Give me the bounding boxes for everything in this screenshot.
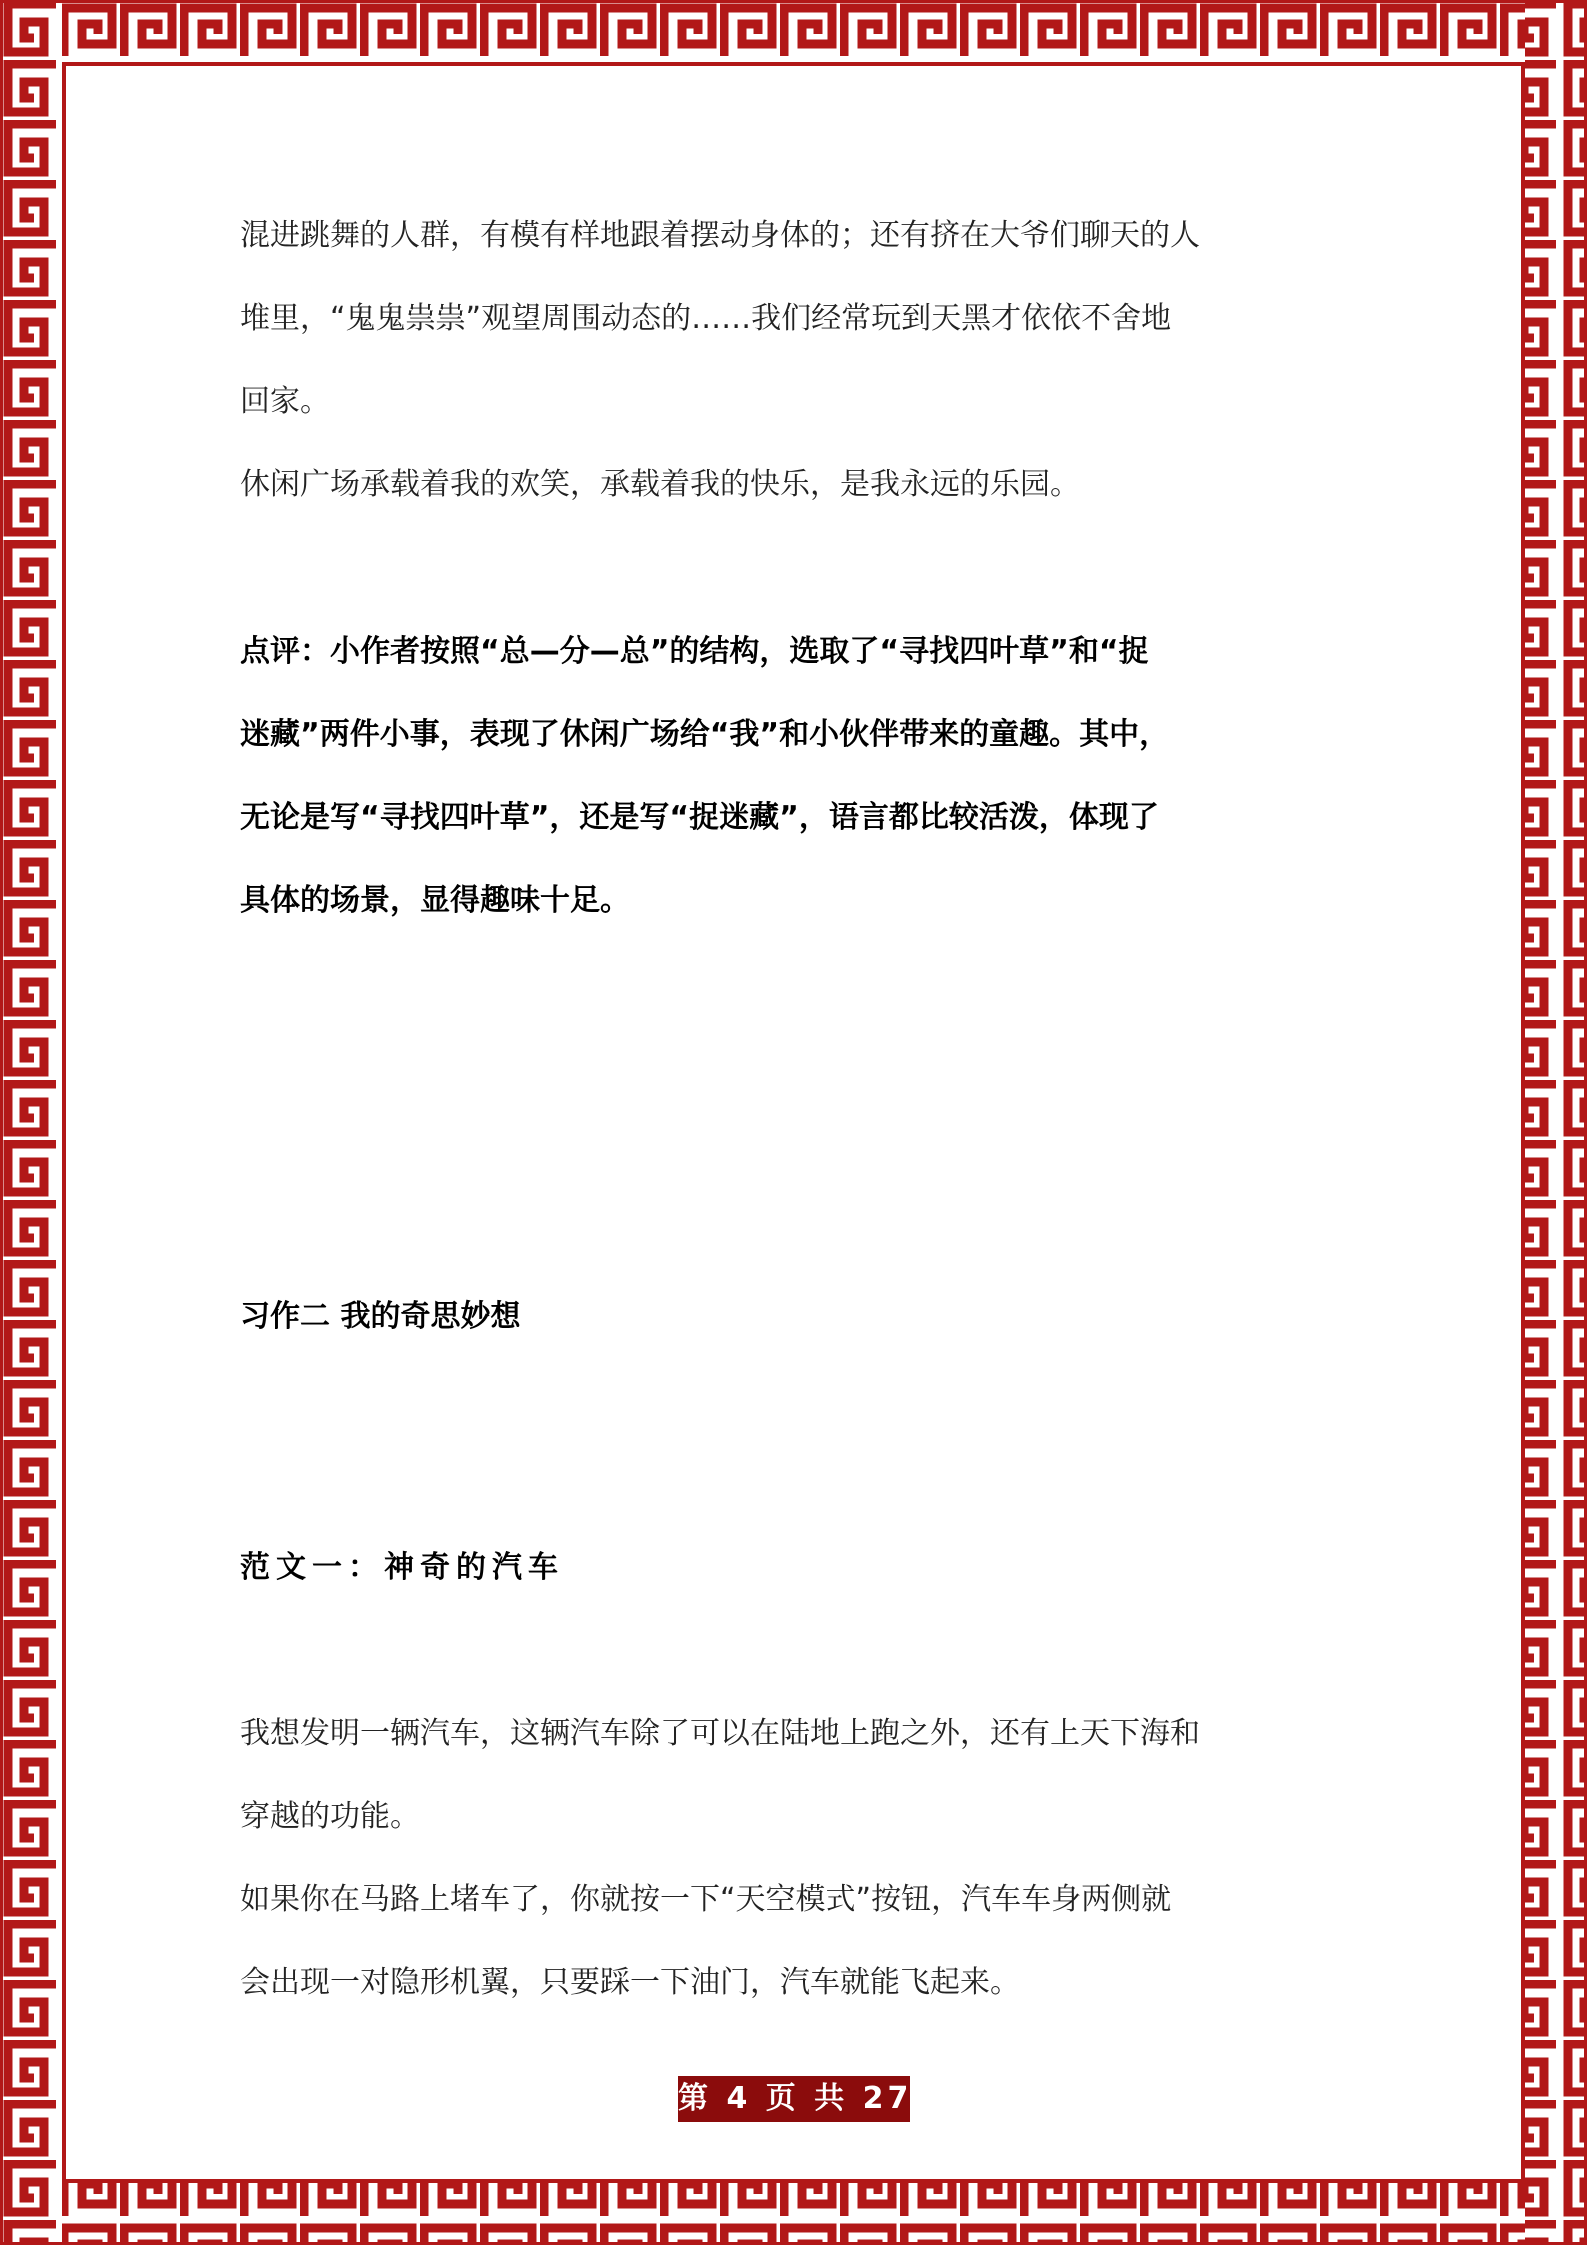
comment-paragraph-line: 具体的场景，显得趣味十足。	[240, 883, 630, 918]
body-paragraph-line: 混进跳舞的人群，有模有样地跟着摆动身体的；还有挤在大爷们聊天的人	[240, 218, 1200, 253]
essay-paragraph-line: 穿越的功能。	[240, 1799, 420, 1834]
body-paragraph-line: 回家。	[240, 384, 330, 419]
essay-paragraph-line: 我想发明一辆汽车，这辆汽车除了可以在陆地上跑之外，还有上天下海和	[240, 1716, 1200, 1751]
section-title: 习作二 我的奇思妙想	[240, 1299, 521, 1334]
essay-paragraph-line: 如果你在马路上堵车了，你就按一下“天空模式”按钮，汽车车身两侧就	[240, 1882, 1172, 1917]
comment-paragraph-line: 点评：小作者按照“总—分—总”的结构，选取了“寻找四叶草”和“捉	[240, 634, 1149, 669]
comment-paragraph-line: 迷藏”两件小事，表现了休闲广场给“我”和小伙伴带来的童趣。其中，	[240, 717, 1170, 752]
body-paragraph-line: 休闲广场承载着我的欢笑，承载着我的快乐，是我永远的乐园。	[240, 467, 1080, 502]
page-number: 第 4 页 共 27 页	[678, 2076, 910, 2122]
comment-paragraph-line: 无论是写“寻找四叶草”，还是写“捉迷藏”，语言都比较活泼，体现了	[240, 800, 1159, 835]
essay-paragraph-line: 会出现一对隐形机翼，只要踩一下油门，汽车就能飞起来。	[240, 1965, 1020, 2000]
essay-title: 范文一：神奇的汽车	[240, 1550, 564, 1585]
body-paragraph-line: 堆里，“鬼鬼祟祟”观望周围动态的……我们经常玩到天黑才依依不舍地	[240, 301, 1172, 336]
